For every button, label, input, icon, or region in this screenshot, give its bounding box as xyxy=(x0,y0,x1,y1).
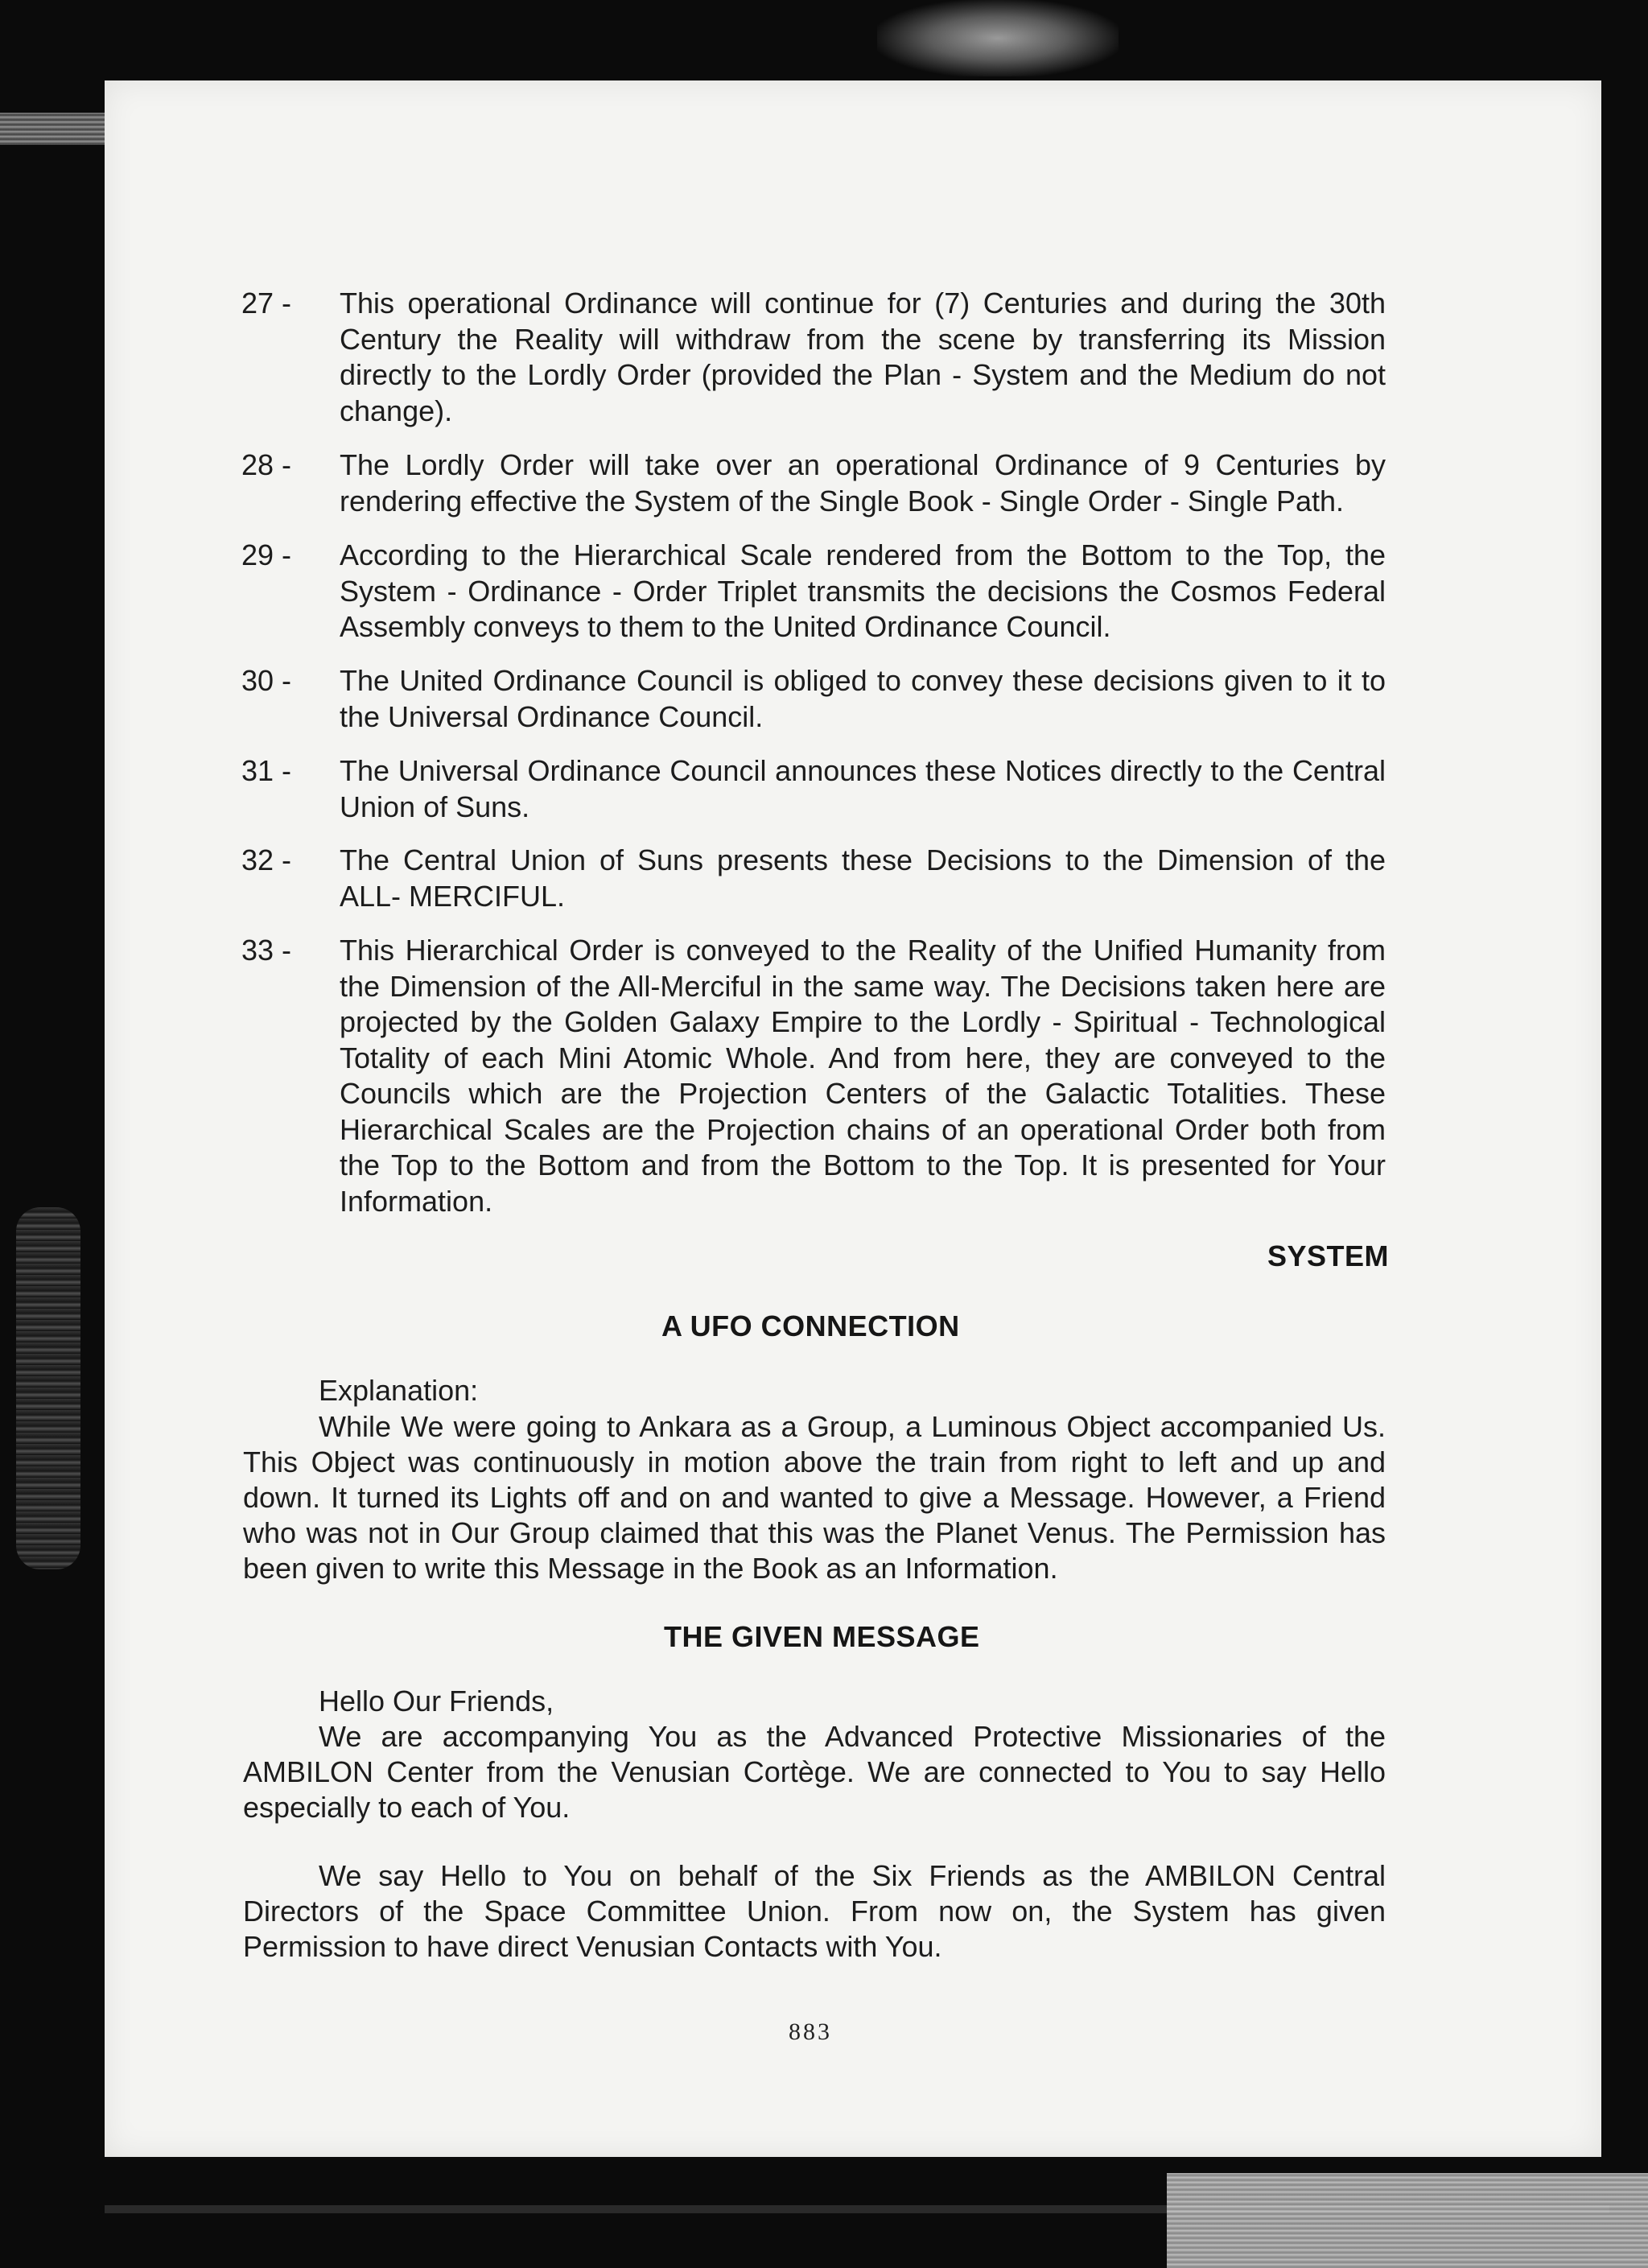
item-number: 28 - xyxy=(241,448,292,481)
item-number: 29 - xyxy=(241,538,292,571)
section-heading-ufo: A UFO CONNECTION xyxy=(661,1309,960,1342)
item-text: The Lordly Order will take over an operational Ordinance of 9 Centuries by rendering effective the System of the Single Book - Single Order - Single Path. xyxy=(340,448,1386,518)
page-number: 883 xyxy=(789,2019,832,2045)
signature: SYSTEM xyxy=(1267,1239,1390,1272)
scan-edge-artifact xyxy=(16,1207,80,1569)
item-number: 33 - xyxy=(241,934,292,967)
explanation-paragraph: While We were going to Ankara as a Group, a Luminous Object accompanied Us. This Object was continuously in motion above the train from right to left and up and down. It turned its Lights off and on and wanted to give a Message. However, a Friend who was not in Our Group claimed that this was the Planet Venus. The Permission has been given to write this Message in the Book as an Information. xyxy=(243,1410,1386,1585)
section-heading-message: THE GIVEN MESSAGE xyxy=(664,1620,980,1653)
item-number: 31 - xyxy=(241,754,292,787)
greeting: Hello Our Friends, xyxy=(319,1685,554,1717)
item-text: The Central Union of Suns presents these Decisions to the Dimension of the ALL- MERCIFUL. xyxy=(340,843,1386,913)
item-text: The United Ordinance Council is obliged to convey these decisions given to it to the Universal Ordinance Council. xyxy=(340,664,1386,733)
item-text: According to the Hierarchical Scale rendered from the Bottom to the Top, the System - Ordinance - Order Triplet transmits the decisions the Cosmos Federal Assembly conveys to them to the United Ordinance Council. xyxy=(340,538,1386,643)
item-text: This Hierarchical Order is conveyed to the Reality of the Unified Humanity from the Dimension of the All-Merciful in the same way. The Decisions taken here are projected by the Golden Galaxy Empire to the Lordly - Spiritual - Technological Totality of each Mini Atomic Whole. And from here, they are conveyed to the Councils which are the Projection Centers of the Galactic Totalities. These Hierarchical Scales are the Projection chains of an operational Order both from the Top to the Bottom and from the Bottom to the Top. It is presented for Your Information. xyxy=(340,934,1386,1218)
item-text: This operational Ordinance will continue for (7) Centuries and during the 30th Century the Reality will withdraw from the scene by transferring its Mission directly to the Lordly Order (provided the Plan - System and the Medium do not change). xyxy=(340,287,1386,427)
scan-edge-artifact xyxy=(0,113,105,145)
explanation-label: Explanation: xyxy=(319,1374,479,1407)
message-paragraph: We are accompanying You as the Advanced Protective Missionaries of the AMBILON Center from the Venusian Cortège. We are connected to You to say Hello especially to each of You. xyxy=(243,1720,1386,1824)
item-text: The Universal Ordinance Council announces these Notices directly to the Central Union of Suns. xyxy=(340,754,1386,823)
item-number: 27 - xyxy=(241,287,292,320)
message-paragraph: We say Hello to You on behalf of the Six Friends as the AMBILON Central Directors of the Space Committee Union. From now on, the System has given Permission to have direct Venusian Contacts with You. xyxy=(243,1859,1386,1963)
item-number: 30 - xyxy=(241,664,292,697)
item-number: 32 - xyxy=(241,843,292,876)
scan-smudge xyxy=(877,0,1119,76)
scan-edge-artifact xyxy=(1167,2173,1648,2268)
